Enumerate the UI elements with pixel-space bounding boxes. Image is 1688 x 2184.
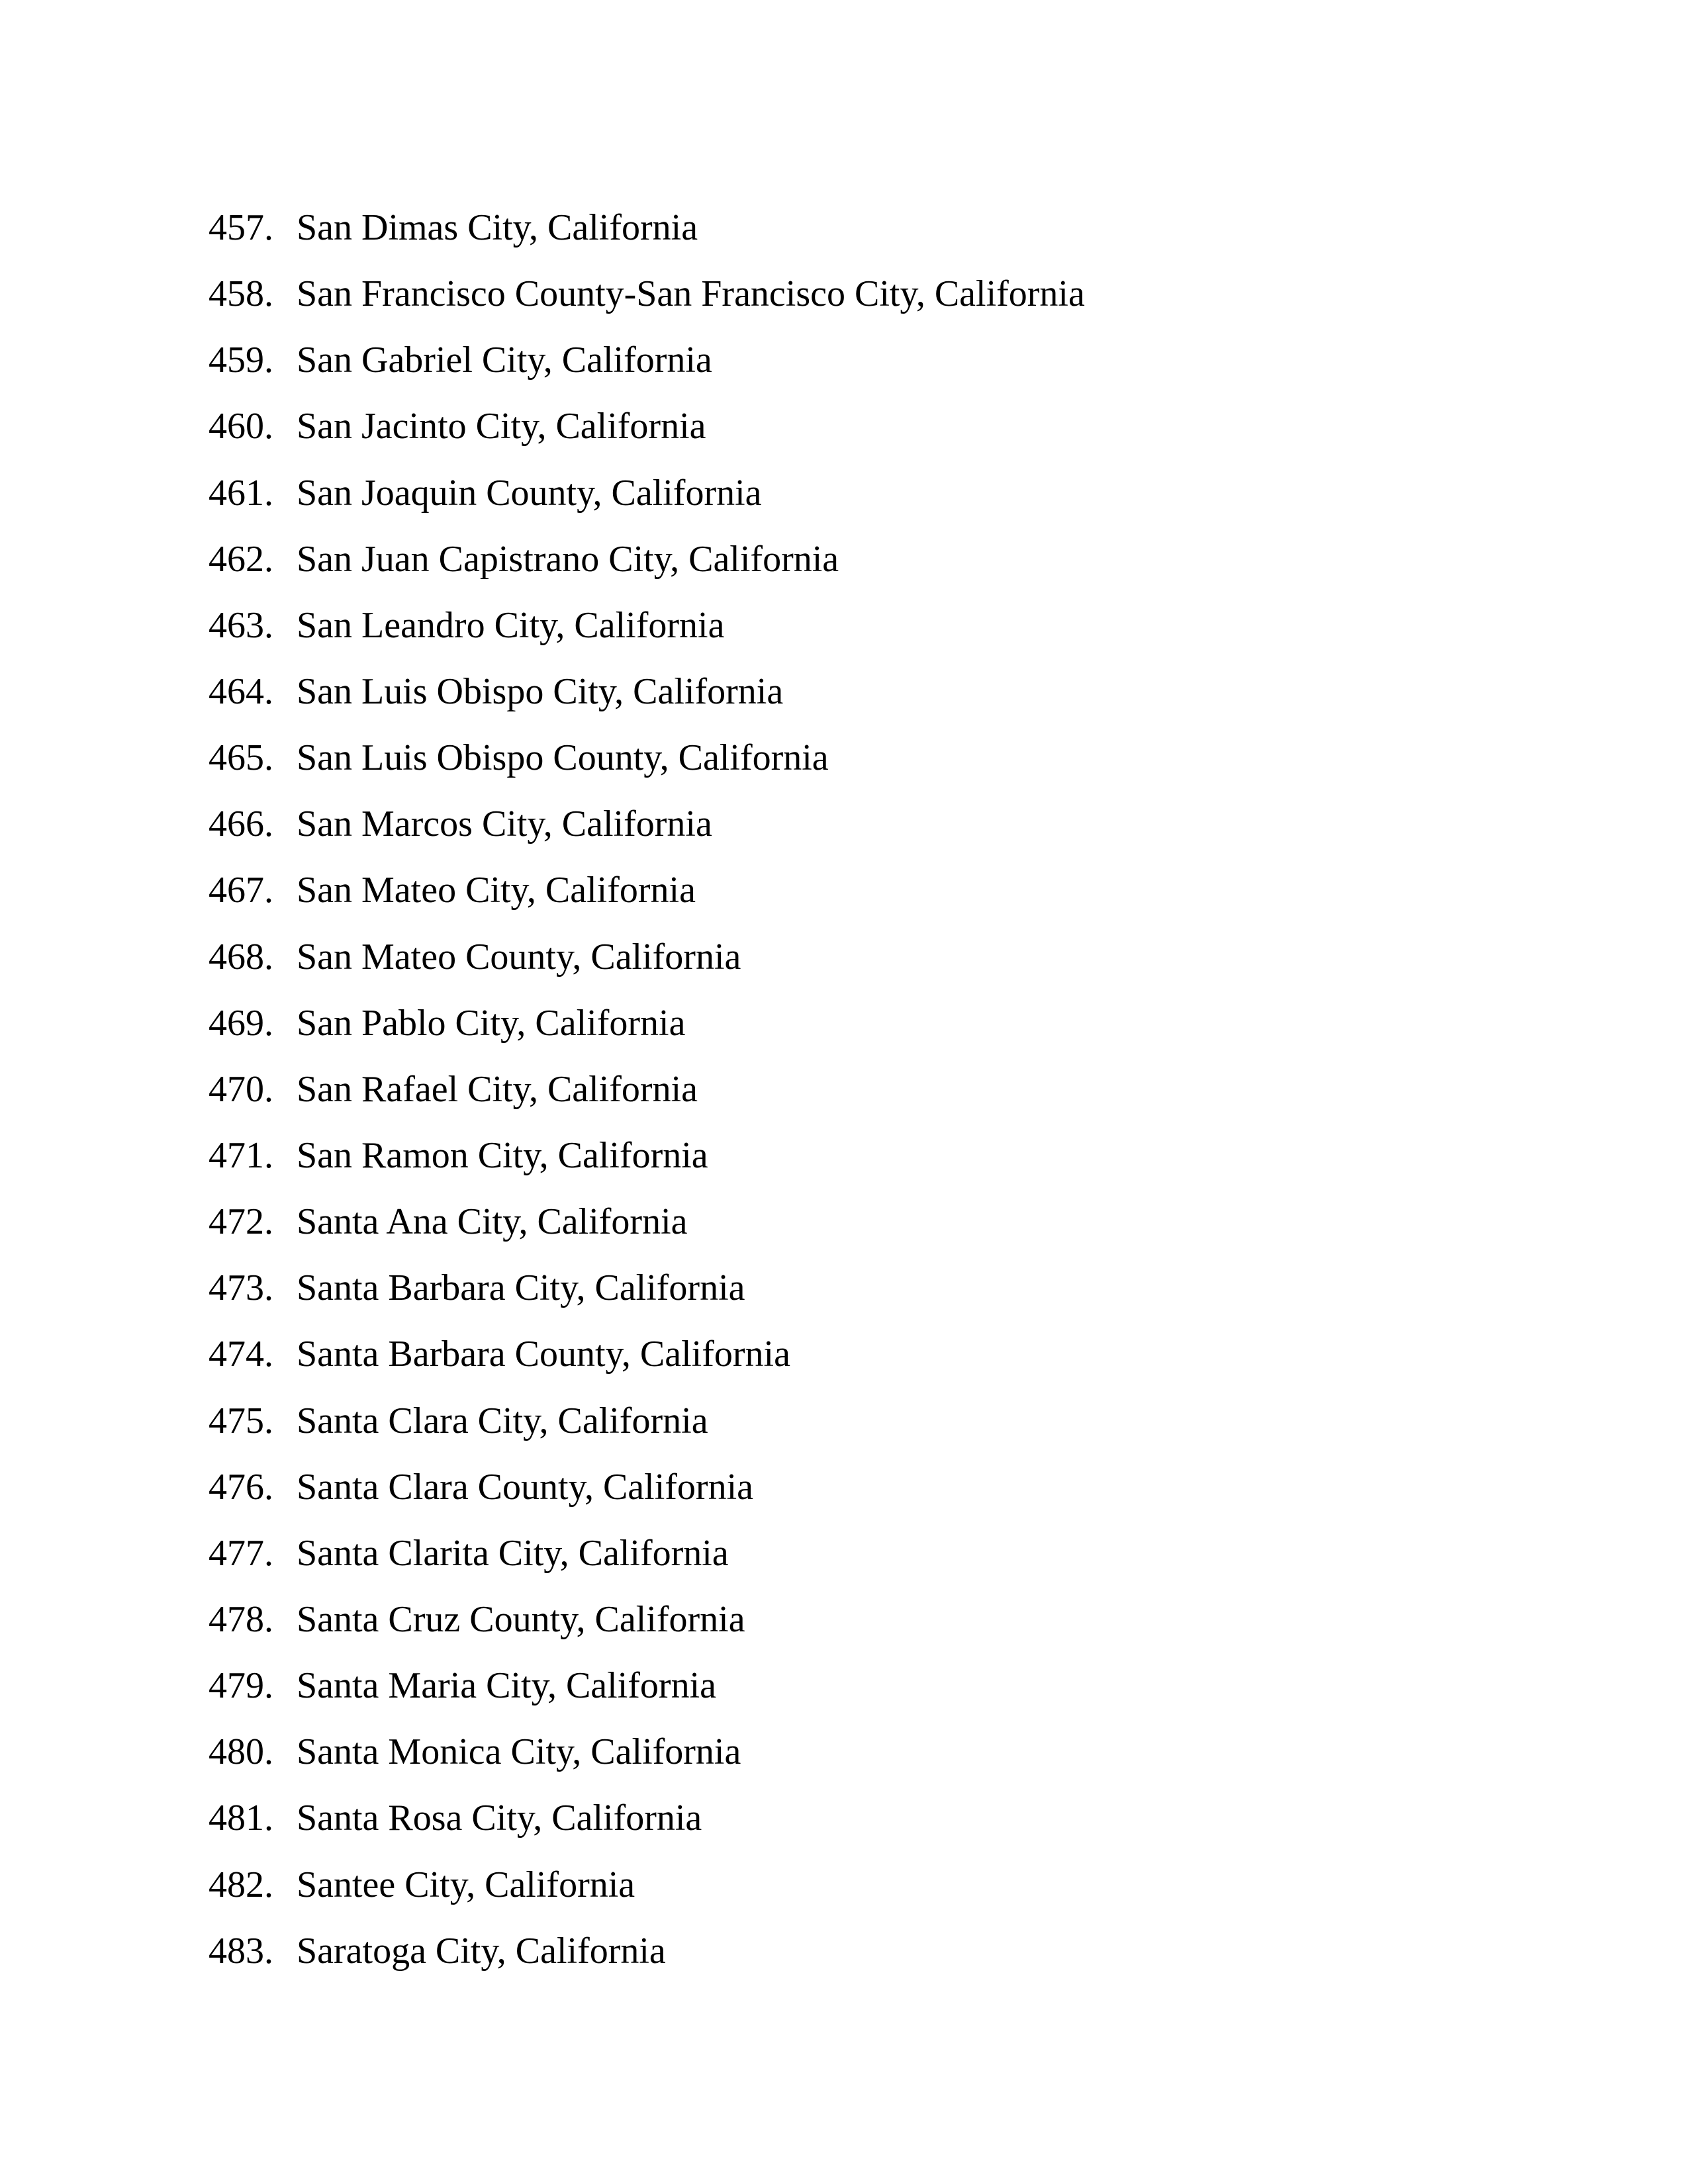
list-item bbox=[209, 261, 1532, 327]
list-item bbox=[209, 327, 1532, 393]
item-number: 483. bbox=[209, 1930, 273, 1972]
jurisdiction-list bbox=[209, 195, 1532, 1984]
list-item bbox=[209, 1785, 1532, 1851]
item-number: 472. bbox=[209, 1201, 273, 1243]
list-item bbox=[209, 1586, 1532, 1653]
list-item bbox=[209, 1321, 1532, 1387]
item-number: 460. bbox=[209, 406, 273, 447]
list-item bbox=[209, 990, 1532, 1056]
item-name: Santa Maria City, California bbox=[297, 1665, 716, 1707]
item-name: Saratoga City, California bbox=[297, 1930, 666, 1972]
list-item bbox=[209, 725, 1532, 791]
item-name: San Luis Obispo County, California bbox=[297, 737, 829, 779]
item-number: 458. bbox=[209, 273, 273, 315]
item-name: San Pablo City, California bbox=[297, 1002, 686, 1044]
item-number: 470. bbox=[209, 1068, 273, 1110]
item-number: 476. bbox=[209, 1466, 273, 1508]
item-name: Santa Monica City, California bbox=[297, 1731, 741, 1773]
list-item bbox=[209, 1122, 1532, 1189]
item-number: 462. bbox=[209, 538, 273, 580]
item-number: 474. bbox=[209, 1334, 273, 1375]
item-name: Santa Cruz County, California bbox=[297, 1599, 745, 1641]
list-item bbox=[209, 460, 1532, 526]
list-item bbox=[209, 1520, 1532, 1586]
item-name: Santee City, California bbox=[297, 1864, 635, 1905]
list-item bbox=[209, 592, 1532, 659]
item-number: 481. bbox=[209, 1797, 273, 1839]
item-number: 480. bbox=[209, 1731, 273, 1773]
list-item bbox=[209, 659, 1532, 725]
item-name: Santa Ana City, California bbox=[297, 1201, 688, 1243]
item-number: 457. bbox=[209, 207, 273, 249]
list-item bbox=[209, 393, 1532, 459]
list-item bbox=[209, 1056, 1532, 1122]
list-item bbox=[209, 1388, 1532, 1454]
item-number: 464. bbox=[209, 671, 273, 713]
list-item bbox=[209, 1852, 1532, 1918]
item-name: Santa Barbara County, California bbox=[297, 1334, 790, 1375]
item-number: 473. bbox=[209, 1267, 273, 1309]
item-name: San Mateo County, California bbox=[297, 936, 741, 978]
item-name: San Mateo City, California bbox=[297, 870, 696, 911]
item-number: 477. bbox=[209, 1532, 273, 1574]
item-number: 465. bbox=[209, 737, 273, 779]
item-name: San Jacinto City, California bbox=[297, 406, 706, 447]
item-name: San Juan Capistrano City, California bbox=[297, 538, 839, 580]
item-number: 468. bbox=[209, 936, 273, 978]
item-number: 467. bbox=[209, 870, 273, 911]
item-name: San Leandro City, California bbox=[297, 604, 725, 646]
list-item bbox=[209, 1454, 1532, 1520]
list-item bbox=[209, 857, 1532, 923]
item-name: Santa Clarita City, California bbox=[297, 1532, 729, 1574]
item-number: 471. bbox=[209, 1135, 273, 1177]
item-name: Santa Clara City, California bbox=[297, 1400, 708, 1441]
item-number: 466. bbox=[209, 803, 273, 845]
list-item bbox=[209, 924, 1532, 990]
item-name: San Ramon City, California bbox=[297, 1135, 708, 1177]
item-number: 463. bbox=[209, 604, 273, 646]
list-item bbox=[209, 1189, 1532, 1255]
list-item bbox=[209, 1918, 1532, 1984]
item-name: San Luis Obispo City, California bbox=[297, 671, 784, 713]
item-number: 469. bbox=[209, 1002, 273, 1044]
list-item bbox=[209, 1719, 1532, 1785]
item-name: Santa Clara County, California bbox=[297, 1466, 753, 1508]
list-item bbox=[209, 195, 1532, 261]
item-name: San Francisco County-San Francisco City, California bbox=[297, 273, 1085, 315]
item-name: San Dimas City, California bbox=[297, 207, 698, 249]
item-name: Santa Barbara City, California bbox=[297, 1267, 745, 1309]
item-name: San Marcos City, California bbox=[297, 803, 712, 845]
list-item bbox=[209, 1653, 1532, 1719]
item-name: San Rafael City, California bbox=[297, 1068, 698, 1110]
item-name: San Gabriel City, California bbox=[297, 340, 712, 381]
list-item bbox=[209, 526, 1532, 592]
item-name: Santa Rosa City, California bbox=[297, 1797, 702, 1839]
item-number: 461. bbox=[209, 472, 273, 514]
item-number: 475. bbox=[209, 1400, 273, 1441]
item-number: 482. bbox=[209, 1864, 273, 1905]
item-number: 479. bbox=[209, 1665, 273, 1707]
item-name: San Joaquin County, California bbox=[297, 472, 762, 514]
item-number: 459. bbox=[209, 340, 273, 381]
item-number: 478. bbox=[209, 1599, 273, 1641]
list-item bbox=[209, 791, 1532, 857]
list-item bbox=[209, 1255, 1532, 1321]
